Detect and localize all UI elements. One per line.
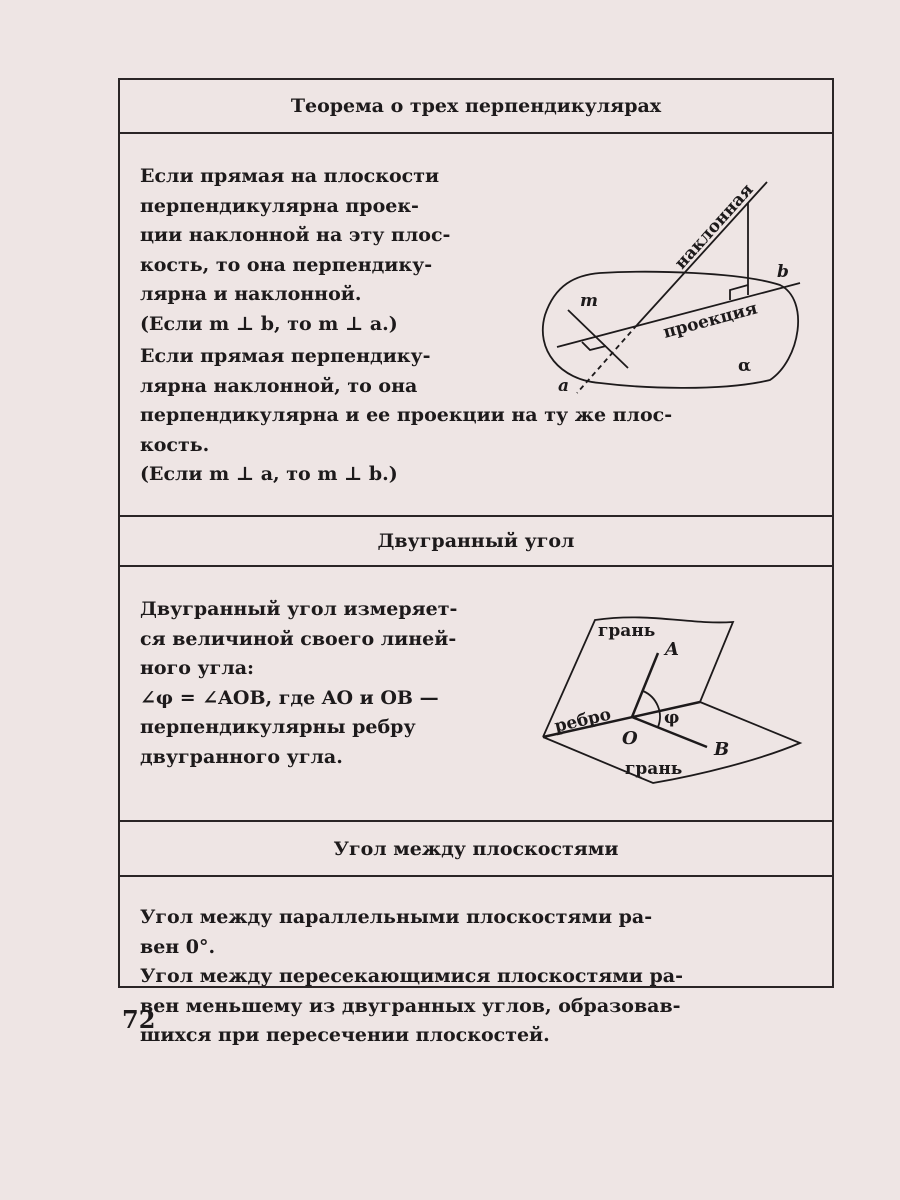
- ray-OA: [632, 653, 658, 717]
- text-line: Двугранный угол измеряет-: [140, 598, 458, 620]
- text-line: ции наклонной на эту плос-: [140, 224, 451, 246]
- text-line: Угол между пересекающимися плоскостями ра-: [140, 965, 683, 987]
- section-title-three-perpendiculars: Теорема о трех перпендикулярах: [120, 80, 832, 134]
- line-m: [568, 310, 628, 368]
- inclined-line-hidden: [577, 325, 637, 393]
- label-alpha: α: [738, 356, 752, 376]
- text-line: Угол между параллельными плоскостями ра-: [140, 906, 653, 928]
- text-line: лярна наклонной, то она: [140, 374, 418, 397]
- label-face-top: грань: [598, 621, 656, 641]
- section-title-angle-between-planes: Угол между плоскостями: [120, 822, 832, 877]
- text-line: шихся при пересечении плоскостей.: [140, 1024, 550, 1046]
- text-line: лярна и наклонной.: [140, 283, 362, 305]
- text-line: кость, то она перпендику-: [140, 253, 433, 276]
- text-line: перпендикулярна и ее проекции на ту же плос-: [140, 404, 673, 426]
- text-line: перпендикулярны ребру: [140, 716, 416, 738]
- section-title-dihedral-angle: Двугранный угол: [120, 517, 832, 567]
- text-line: ∠φ = ∠AOB, где AO и OB —: [140, 686, 439, 709]
- label-m: m: [580, 291, 598, 311]
- text-line: двугранного угла.: [140, 745, 343, 768]
- text-line: вен 0°.: [140, 935, 216, 958]
- text-line: вен меньшему из двугранных углов, образовав-: [140, 994, 681, 1017]
- label-a: a: [558, 376, 570, 396]
- text-line: кость.: [140, 433, 210, 456]
- text-line: перпендикулярна проек-: [140, 194, 419, 217]
- text-line: Если прямая перпендику-: [140, 345, 431, 367]
- page-number: 72: [122, 1005, 156, 1034]
- text-line: (Если m ⊥ a, то m ⊥ b.): [140, 463, 398, 485]
- label-edge: ребро: [552, 704, 613, 737]
- label-B: B: [714, 739, 730, 760]
- text-line: Если прямая на плоскости: [140, 165, 440, 187]
- three-perpendiculars-diagram: [543, 180, 800, 396]
- label-O: O: [622, 728, 638, 749]
- label-inclined: наклонная: [670, 180, 758, 274]
- label-A: A: [665, 639, 679, 660]
- text-line: (Если m ⊥ b, то m ⊥ a.): [140, 312, 398, 335]
- dihedral-angle-diagram: [543, 617, 800, 783]
- label-projection: проекция: [661, 298, 760, 343]
- label-face-bottom: грань: [625, 759, 683, 779]
- label-phi: φ: [664, 708, 680, 728]
- text-line: ного угла:: [140, 657, 255, 679]
- text-line: ся величиной своего линей-: [140, 627, 457, 650]
- label-b: b: [777, 262, 789, 282]
